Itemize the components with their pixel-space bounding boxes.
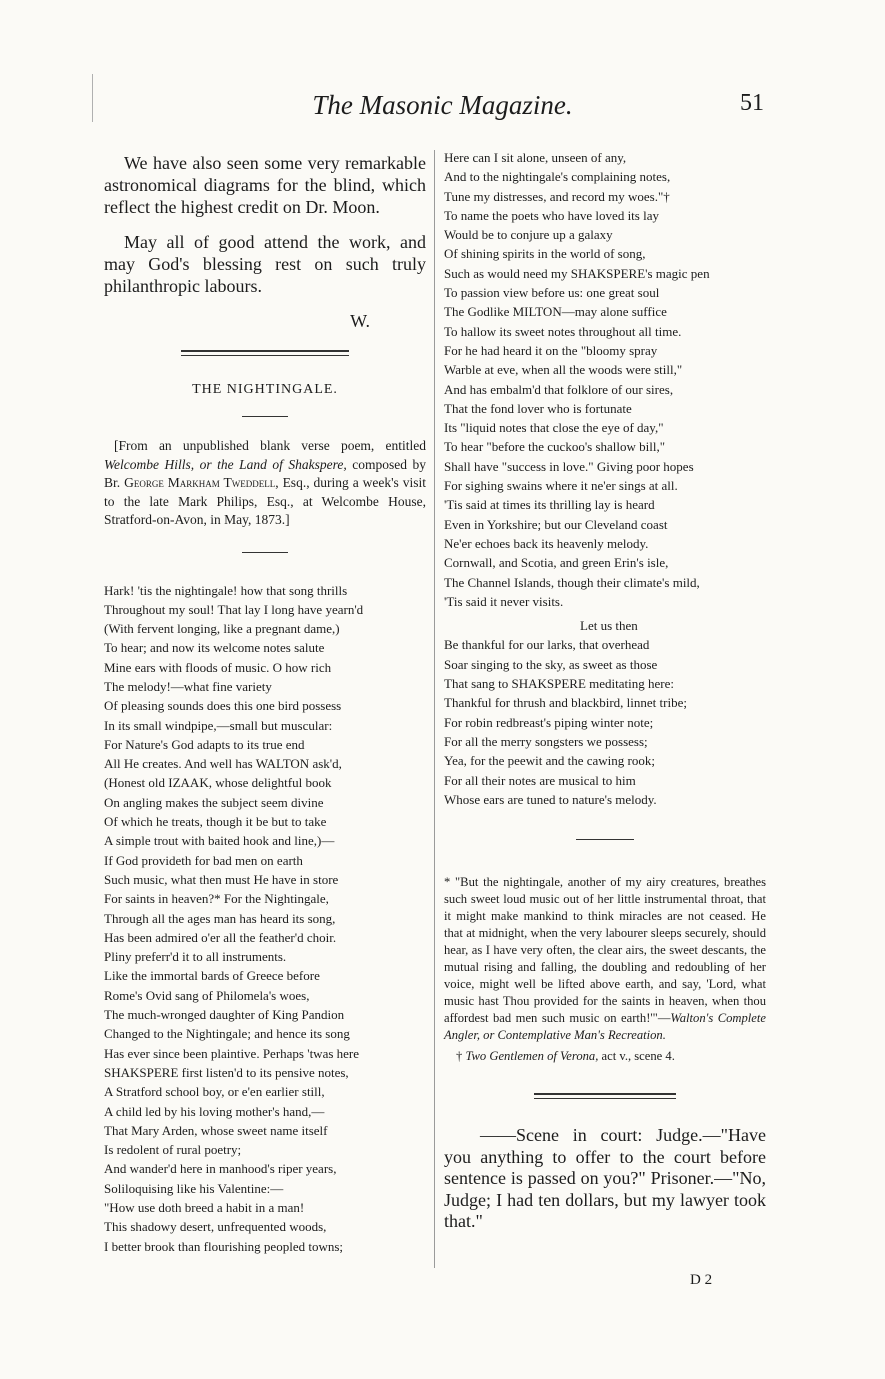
verse-line: Is redolent of rural poetry; [104,1142,242,1158]
verse-line: Shall have "success in love." Giving poor hopes [444,458,694,474]
verse-line: To hallow its sweet notes throughout all time. [444,323,682,339]
column-divider [434,150,435,1268]
intro-paragraph: We have also seen some very remarkable astronomical diagrams for the blind, which reflect the highest credit on Dr. Moon. [104,153,426,217]
footnote-verona: † Two Gentlemen of Verona, act v., scene 4. [456,1049,675,1064]
verse-line: On angling makes the subject seem divine [104,794,324,810]
verse-line: To passion view before us: one great soul [444,285,660,301]
verse-line: Thankful for thrush and blackbird, linnet tribe; [444,695,687,711]
verse-line: SHAKSPERE first listen'd to its pensive notes, [104,1064,349,1080]
verse-line: For Nature's God adapts to its true end [104,736,305,752]
verse-line: Of pleasing sounds does this one bird possess [104,698,342,714]
verse-line: And to the nightingale's complaining notes, [444,169,671,185]
poem-verse-right [444,148,766,611]
poem-verse-right-end [444,635,766,809]
page-title: The Masonic Magazine. [312,90,573,120]
verse-line: The Channel Islands, though their climate's mild, [444,574,700,590]
verse-line: To name the poets who have loved its lay [444,207,659,223]
verse-line: The melody!—what fine variety [104,678,272,694]
verse-line: Hark! 'tis the nightingale! how that song thrills [104,582,348,598]
court-anecdote: ——Scene in court: Judge.—"Have you anything to offer to the court before sentence is passed on you?" Prisoner.—"No, Judge; I had ten dollars, but my lawyer took that." [444,1125,766,1232]
verse-line: (With fervent longing, like a pregnant dame,) [104,621,340,637]
verse-line: For all their notes are musical to him [444,772,636,788]
verse-line: Here can I sit alone, unseen of any, [444,150,627,165]
page-number: 51 [740,90,764,116]
verse-line: Cornwall, and Scotia, and green Erin's isle, [444,555,669,571]
verse-line: That the fond lover who is fortunate [444,400,632,416]
blessing-paragraph: May all of good attend the work, and may God's blessing rest on such truly philanthropic labours. [104,232,426,296]
verse-line: In its small windpipe,—small but muscular: [104,717,333,733]
verse-line: Rome's Ovid sang of Philomela's woes, [104,987,310,1003]
verse-line: To hear; and now its welcome notes salute [104,640,325,656]
verse-line: For he had heard it on the "bloomy spray [444,342,658,358]
verse-line: The much-wronged daughter of King Pandion [104,1007,345,1023]
verse-line: That Mary Arden, whose sweet name itself [104,1122,328,1138]
verse-line: To hear "before the cuckoo's shallow bill," [444,439,666,455]
verse-line: This shadowy desert, unfrequented woods, [104,1219,327,1235]
verse-line: And wander'd here in manhood's riper years, [104,1161,337,1177]
verse-line: Would be to conjure up a galaxy [444,227,613,243]
verse-line: For sighing swains where it ne'er sings at all. [444,478,678,494]
right-column [444,148,766,1233]
verse-line: Has been admired o'er all the feather'd choir. [104,929,337,945]
verse-line: Such as would need my SHAKSPERE's magic pen [444,265,710,281]
verse-line: Such music, what then must He have in store [104,871,339,887]
verse-line: Even in Yorkshire; but our Cleveland coast [444,516,668,532]
verse-line: Changed to the Nightingale; and hence its song [104,1026,350,1042]
verse-line: Soliloquising like his Valentine:— [104,1180,284,1196]
poem-heading: THE NIGHTINGALE. [192,382,338,397]
verse-line: I better brook than flourishing peopled towns; [104,1238,344,1254]
footnote-walton: * "But the nightingale, another of my airy creatures, breathes such sweet loud music out of her little instrumental throat, that it might make mankind to think miracles are not ceased. He that at midnight, when the very labourer sleeps securely, should hear, as I have very often, the clear airs, the sweet descants, the mutual rising and falling, the doubling and redoubling of her voice, might well be lifted above earth, and say, 'Lord, what music hast Thou provided for the saints in heaven, when thou affordest bad men such music on earth!'"—Walton's Complete Angler, or Contemplative Man's Recreation. [444,875,766,1043]
verse-indented-line: Let us then [580,618,638,634]
source-note: [From an unpublished blank verse poem, entitled Welcombe Hills, or the Land of Shakspere, composed by Br. George Markham Tweddell, Esq., during a week's visit to the late Mark Philips, Esq., at Welcombe House, Stratford-on-Avon, in May, 1873.] [104,438,427,527]
verse-line: A simple trout with baited hook and line,)— [104,833,335,849]
verse-line: Soar singing to the sky, as sweet as those [444,656,658,672]
verse-line: (Honest old IZAAK, whose delightful book [104,775,332,791]
verse-line: And has embalm'd that folklore of our sires, [444,381,674,397]
verse-line: For robin redbreast's piping winter note; [444,714,654,730]
signature: W. [350,311,370,331]
verse-line: Has ever since been plaintive. Perhaps 'twas here [104,1045,360,1061]
verse-line: Be thankful for our larks, that overhead [444,637,650,653]
signature-mark: D 2 [690,1272,713,1288]
verse-line: Of shining spirits in the world of song, [444,246,646,262]
verse-line: Of which he treats, though it be but to take [104,814,327,830]
verse-line: Its "liquid notes that close the eye of day," [444,420,664,436]
verse-line: Tune my distresses, and record my woes."† [444,188,670,204]
verse-line: Yea, for the peewit and the cawing rook; [444,753,655,769]
verse-line: For saints in heaven?* For the Nightingale, [104,891,329,907]
verse-line: Throughout my soul! That lay I long have yearn'd [104,601,364,617]
verse-line: 'Tis said at times its thrilling lay is heard [444,497,655,513]
verse-line: All He creates. And well has WALTON ask'd, [104,756,342,772]
verse-line: Ne'er echoes back its heavenly melody. [444,535,649,551]
verse-line: Pliny preferr'd it to all instruments. [104,949,287,965]
left-column [104,152,426,1256]
verse-line: Whose ears are tuned to nature's melody. [444,791,657,807]
verse-line: Through all the ages man has heard its song, [104,910,336,926]
verse-line: 'Tis said it never visits. [444,593,564,609]
verse-line: Warble at eve, when all the woods were still," [444,362,683,378]
verse-line: That sang to SHAKSPERE meditating here: [444,676,675,692]
verse-line: "How use doth breed a habit in a man! [104,1200,305,1215]
poem-verse-left [104,581,426,1256]
verse-line: For all the merry songsters we possess; [444,733,648,749]
verse-line: A Stratford school boy, or e'en earlier still, [104,1084,325,1100]
verse-line: The Godlike MILTON—may alone suffice [444,304,667,320]
verse-line: Mine ears with floods of music. O how rich [104,659,332,675]
verse-line: Like the immortal bards of Greece before [104,968,320,984]
verse-line: If God provideth for bad men on earth [104,852,303,868]
verse-line: A child led by his loving mother's hand,— [104,1103,325,1119]
